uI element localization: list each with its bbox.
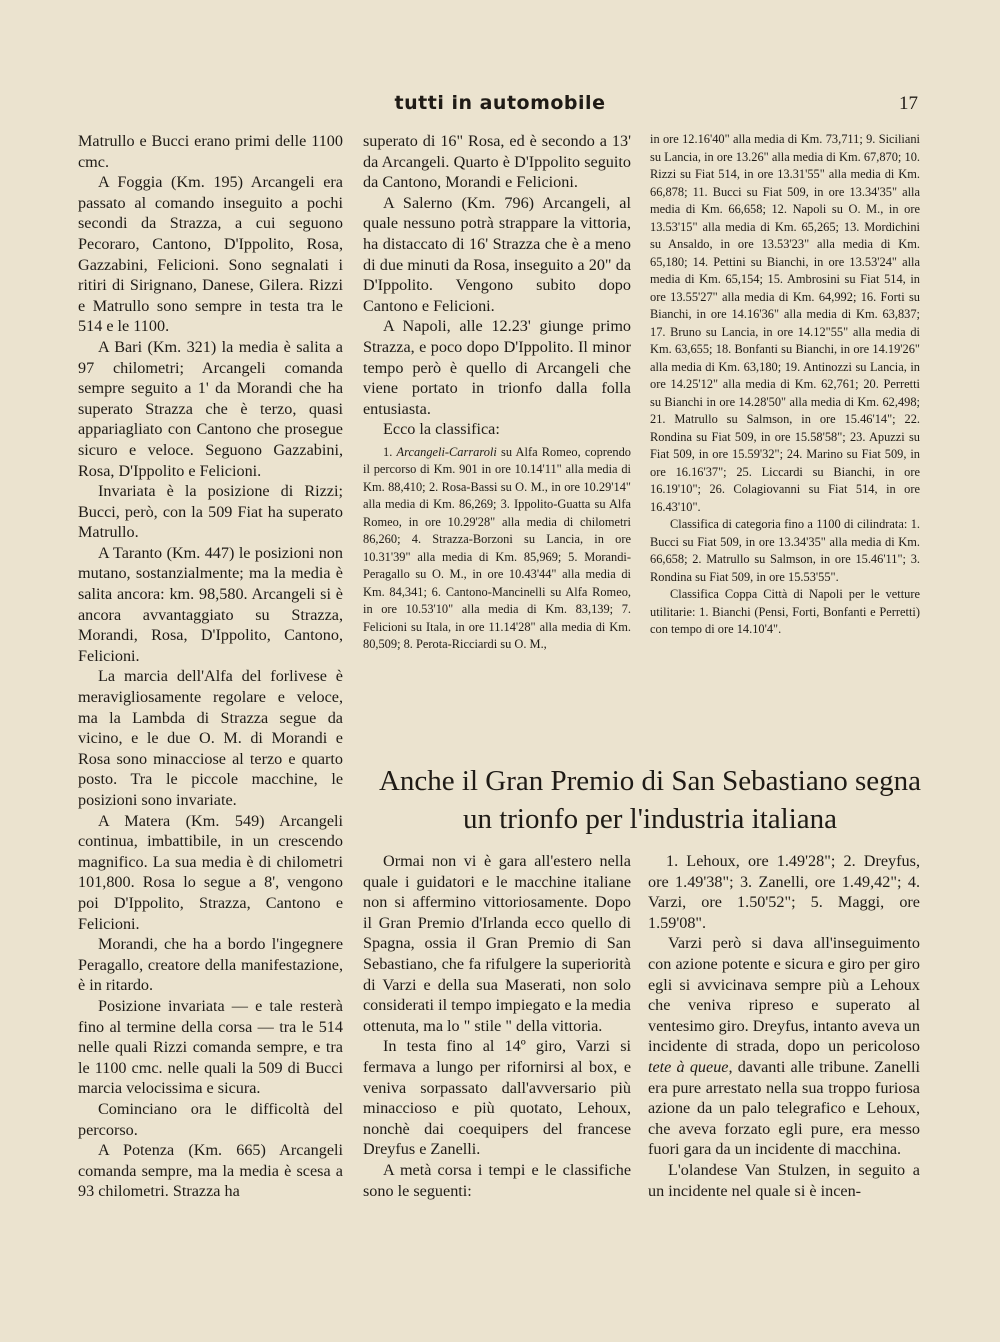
paragraph bbox=[648, 933, 920, 1160]
paragraph: In testa fino al 14º giro, Varzi si fermava a lungo per rifornirsi al box, e veniva sorpassato dall'avversario più minaccioso e più quotato, Lehoux, nonchè dai coequipers del francese Dreyfus e Zanelli. bbox=[363, 1037, 631, 1159]
classifica-text: su Alfa Romeo, coprendo il percorso di Km. 901 in ore 10.14'11" alla media di Km. 88,410; 2. Rosa-Bassi su O. M., in ore 10.29'14" alla media di Km. 86,269; 3. Ippolito-Guatta su Alfa Romeo, in ore 10.29'28" alla media di chilometri 86,260; 4. Strazza-Borzoni su Lancia, in ore 10.31'39" alla media di Km. 85,969; 5. Morandi-Peragallo su O. M., in ore 10.43'44" alla media di Km. 84,341; 6. Cantono-Mancinelli su Alfa Romeo, in ore 10.53'10" alla media di Km. 83,139; 7. Felicioni su Itala, in ore 11.14'28" alla media di Km. 80,509; 8. Perota-Ricciardi su O. M., bbox=[363, 444, 631, 652]
paragraph: Classifica di categoria fino a 1100 di cilindrata: 1. Bucci su Fiat 509, in ore 13.34'35" alla media di Km. 66,658; 2. Matrullo su Salmson, in ore 15.46'11"; 3. Rondina su Fiat 509, in ore 15.53'55". bbox=[650, 517, 920, 584]
article-heading bbox=[350, 762, 950, 838]
column-4 bbox=[363, 851, 631, 1201]
paragraph: Morandi, che ha a bordo l'ingegnere Peragallo, creatore della manifestazione, è in ritardo. bbox=[78, 935, 343, 995]
column-2 bbox=[363, 131, 631, 654]
paragraph: Cominciano ora le difficoltà del percorso. bbox=[78, 1099, 343, 1139]
paragraph: Ormai non vi è gara all'estero nella quale i guidatori e le macchine italiane non si affermino vittoriosamente. Dopo il Gran Premio d'Irlanda ecco quello di Spagna, ossia il Gran Premio di San Sebastiano, che fa rifulgere la superiorità di Varzi e della sua Maserati, non solo considerati il tempo impiegato e la media ottenuta, ma lo " stile " della vittoria. bbox=[363, 852, 631, 1035]
column-3 bbox=[650, 131, 920, 639]
paragraph: A Bari (Km. 321) la media è salita a 97 chilometri; Arcangeli comanda sempre seguito a 1' da Morandi che ha superato Strazza che è terzo, quasi appariagliato con Cantono che prosegue sicuro e veloce. Seguono Gazzabini, Rosa, D'Ippolito e Felicioni. bbox=[78, 337, 343, 480]
winner-names: Arcangeli-Carraroli bbox=[396, 444, 497, 459]
paragraph: in ore 12.16'40" alla media di Km. 73,711; 9. Siciliani su Lancia, in ore 13.26" alla media di Km. 67,870; 10. Rizzi su Fiat 514, in ore 13.31'55" alla media di Km. 66,878; 11. Bucci su Fiat 509, in ore 13.34'35" alla media di Km. 66,658; 12. Napoli su O. M., in ore 13.53'15" alla media di Km. 65,265; 13. Mordichini su Ansaldo, in ore 13.53'23" alla media di Km. 65,180; 14. Pettini su Bianchi, in ore 13.53'24" alla media di Km. 65,154; 15. Ambrosini su Fiat 514, in ore 13.55'27" alla media di Km. 64,992; 16. Forti su Bianchi, in ore 14.16'36" alla media di Km. 63,837; 17. Bruno su Lancia, in ore 14.12"55" alla media di Km. 63,655; 18. Bonfanti su Bianchi, in ore 14.19'26" alla media di Km. 63,180; 19. Antinozzi su Lancia, in ore 14.25'12" alla media di Km. 62,761; 20. Perretti su Bianchi in ore 14.28'50" alla media di Km. 62,498; 21. Matrullo su Salmson, in ore 15.46'14"; 22. Rondina su Fiat 509, in ore 15.58'58"; 23. Apuzzi su Fiat 509, in ore 15.59'32"; 24. Marino su Fiat 509, in ore 16.16'37"; 25. Liccardi su Bianchi, in ore 16.19'10"; 26. Colagiovanni su Fiat 514, in ore 16.43'10". bbox=[650, 132, 920, 514]
paragraph: A Matera (Km. 549) Arcangeli continua, imbattibile, in un crescendo magnifico. La sua media è di chilometri 101,800. Rosa lo segue a 8', vengono poi D'Ippolito, Strazza, Cantono e Felicioni. bbox=[78, 811, 343, 933]
paragraph: 1. Lehoux, ore 1.49'28"; 2. Dreyfus, ore 1.49'38"; 3. Zanelli, ore 1.49,42"; 4. Varzi, ore 1.50'52"; 5. Maggi, ore 1.59'08". bbox=[648, 852, 920, 932]
text-run: Varzi però si dava all'inseguimento con azione potente e sicura e giro per giro egli si avvicinava sempre più a Lehoux che veniva ripreso e superato al ventesimo giro. Dreyfus, intanto aveva un incidente di strada, dopo un pericoloso bbox=[648, 934, 920, 1056]
paragraph: A Taranto (Km. 447) le posizioni non mutano, sostanzialmente; ma la media è salita ancora: km. 98,580. Arcangeli si è ancora avvantaggiato su Strazza, Morandi, Rosa, D'Ippolito, Cantono, Felicioni. bbox=[78, 543, 343, 665]
paragraph: A Foggia (Km. 195) Arcangeli era passato al comando inseguito a pochi secondi da Strazza, a cui seguono Pecoraro, Cantono, D'Ippolito, Rosa, Gazzabini, Felicioni. Sono segnalati i ritiri di Sirignano, Danese, Gilera. Rizzi e Matrullo sono sempre in testa tra le 514 e le 1100. bbox=[78, 173, 343, 336]
article-title-line-1: Anche il Gran Premio di San Sebastiano segna bbox=[378, 765, 922, 797]
paragraph: Classifica Coppa Città di Napoli per le vetture utilitarie: 1. Bianchi (Pensi, Forti, Bonfanti e Perretti) con tempo di ore 14.10'4". bbox=[650, 587, 920, 636]
paragraph: A Potenza (Km. 665) Arcangeli comanda sempre, ma la media è scesa a 93 chilometri. Strazza ha bbox=[78, 1141, 343, 1201]
paragraph: La marcia dell'Alfa del forlivese è meravigliosamente regolare e veloce, ma la Lambda di Strazza segue da vicino, e le due O. M. di Morandi e Rosa sono minacciose al terzo e quarto posto. Tra le piccole macchine, le posizioni sono invariate. bbox=[78, 667, 343, 809]
paragraph: Matrullo e Bucci erano primi delle 1100 cmc. bbox=[78, 132, 343, 171]
paragraph: superato di 16" Rosa, ed è secondo a 13' da Arcangeli. Quarto è D'Ippolito seguito da Cantono, Morandi e Felicioni. bbox=[363, 132, 631, 192]
column-1 bbox=[78, 131, 343, 1202]
text-run: davanti alle tribune. Zanelli era pure arrestato nella sua troppo furiosa azione da un palo telegrafico e Lehoux, che aveva forzato egli pure, era messo fuori gara da un incidente di macchina. bbox=[648, 1057, 920, 1159]
page-number: 17 bbox=[899, 93, 918, 114]
paragraph: Ecco la classifica: bbox=[383, 420, 500, 439]
column-5 bbox=[648, 851, 920, 1201]
paragraph: A Salerno (Km. 796) Arcangeli, al quale nessuno potrà strappare la vittoria, ha distaccato di 16' Strazza che è a meno di due minuti da Rosa, inseguito a 20" da D'Ippolito. Vengono subito dopo Cantono e Felicioni. bbox=[363, 193, 631, 315]
paragraph: A metà corsa i tempi e le classifiche sono le seguenti: bbox=[363, 1160, 631, 1200]
classifica-num: 1. bbox=[383, 444, 393, 459]
paragraph: Invariata è la posizione di Rizzi; Bucci, però, con la 509 Fiat ha superato Matrullo. bbox=[78, 482, 343, 542]
paragraph: A Napoli, alle 12.23' giunge primo Strazza, e poco dopo D'Ippolito. Il minor tempo però è quello di Arcangeli che viene portato in trionfo dalla folla entusiasta. bbox=[363, 317, 631, 418]
article-title-line-2: un trionfo per l'industria italiana bbox=[462, 803, 838, 835]
paragraph: Posizione invariata — e tale resterà fino al termine della corsa — tra le 514 nelle quali Rizzi comanda sempre, e tra le 1100 cmc. nelle quali la 509 di Bucci marcia velocissima e sicura. bbox=[78, 996, 343, 1098]
italic-phrase: tete à queue, bbox=[648, 1057, 733, 1076]
classifica-paragraph bbox=[363, 444, 631, 654]
magazine-title: tutti in automobile bbox=[394, 92, 606, 114]
paragraph: L'olandese Van Stulzen, in seguito a un incidente nel quale si è incen- bbox=[648, 1160, 920, 1200]
